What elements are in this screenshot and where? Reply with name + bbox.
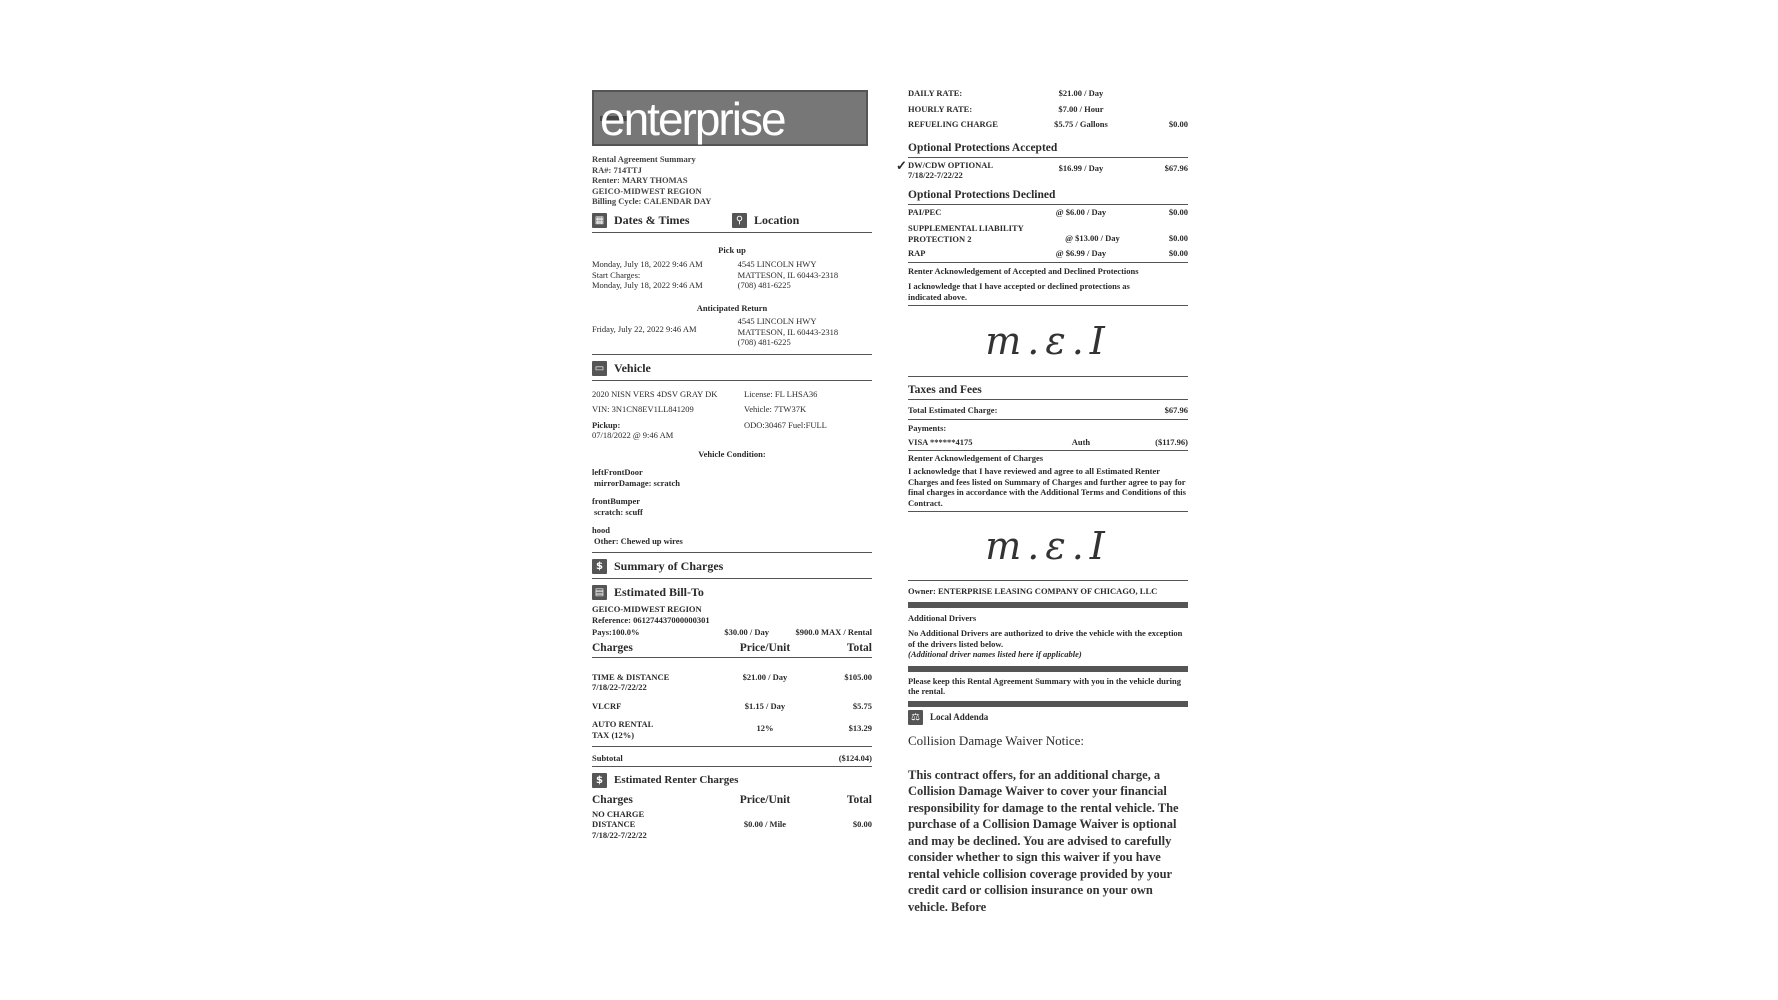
subtotal-row: [592, 747, 872, 766]
left-column: [592, 90, 872, 840]
summary-of-charges-label: Summary of Charges: [614, 559, 724, 573]
renter-charges-label: Estimated Renter Charges: [614, 774, 739, 786]
checkmark-icon: ✓: [896, 157, 907, 173]
declined-total: $0.00: [1168, 206, 1188, 217]
condition-part: hood: [592, 525, 610, 535]
charge-total: $5.75: [852, 700, 872, 711]
vehicle-block: [592, 389, 872, 547]
vehicle-section-label: Vehicle: [614, 360, 651, 375]
vehicle-number: Vehicle: 7TW37K: [744, 404, 807, 414]
charge-total: $105.00: [844, 671, 872, 682]
logo-wordmark: enterprise: [600, 93, 785, 145]
dollar-icon: $: [592, 773, 607, 788]
ack-charges-heading: Renter Acknowledgement of Charges: [908, 452, 1044, 463]
subtotal-label: Subtotal: [592, 753, 623, 763]
billing-cycle: Billing Cycle: CALENDAR DAY: [592, 196, 712, 206]
taxes-block: [908, 405, 1188, 448]
local-addenda-label: Local Addenda: [930, 712, 989, 722]
table-row: [592, 719, 872, 740]
col-charges: Charges: [592, 793, 633, 806]
payments-label: Payments:: [908, 422, 947, 433]
start-charges-label: Start Charges:: [592, 269, 641, 280]
return-heading: Anticipated Return: [696, 302, 768, 313]
col-price-unit: Price/Unit: [739, 641, 791, 654]
accepted-name: DW/CDW OPTIONAL: [908, 159, 994, 170]
charge-name: AUTO RENTAL: [592, 719, 654, 729]
summary-title: Rental Agreement Summary: [592, 154, 696, 164]
condition-detail: Other: Chewed up wires: [594, 535, 683, 546]
accepted-heading: Optional Protections Accepted: [908, 138, 1188, 158]
table-row: [592, 809, 872, 841]
charge-sub: TAX (12%): [592, 729, 635, 740]
vehicle-pickup-label: Pickup:: [592, 419, 621, 430]
condition-part: frontBumper: [592, 496, 641, 506]
condition-list: [592, 467, 872, 546]
dates-location-header: [592, 207, 872, 233]
renter-region: GEICO-MIDWEST REGION: [592, 185, 702, 196]
charge-total: $13.29: [848, 723, 872, 733]
vehicle-header: [592, 355, 872, 381]
additional-drivers-text: No Additional Drivers are authorized to drive the vehicle with the exception of the drivers listed below.: [908, 628, 1183, 649]
vehicle-pickup-date: 07/18/2022 @ 9:46 AM: [592, 430, 674, 440]
payment-auth: Auth: [1071, 437, 1091, 447]
charge-name: NO CHARGE: [592, 808, 645, 819]
taxes-heading: Taxes and Fees: [908, 380, 1188, 400]
cdw-notice-body: This contract offers, for an additional charge, a Collision Damage Waiver to cover your financial responsibility for damage to the rental vehicle. The purchase of a Collision Damage Waiver is optional and may be declined. You are advised to carefully consider whether to sign this waiver if you have rental vehicle collision coverage provided by your credit card or collision insurance on your own vehicle. Before: [908, 767, 1179, 914]
bill-to-max: $900.0 MAX / Rental: [795, 627, 872, 637]
declined-price: @ $13.00 / Day: [1065, 233, 1120, 243]
renter-charges-table-header: [592, 792, 872, 809]
declined-total: $0.00: [1168, 233, 1188, 243]
total-estimated-value: $67.96: [1164, 405, 1188, 415]
declined-total: $0.00: [1168, 248, 1188, 258]
declined-list: [908, 207, 1188, 259]
charge-price: $1.15 / Day: [744, 700, 786, 711]
vehicle-odometer: ODO:30467 Fuel:FULL: [744, 419, 827, 430]
rate-row: [908, 88, 1188, 99]
bill-to-rate: $30.00 / Day: [724, 627, 770, 637]
scales-icon: ⚖: [908, 710, 923, 725]
table-row: [592, 701, 872, 712]
ack-protections-heading: Renter Acknowledgement of Accepted and Declined Protections: [908, 265, 1139, 276]
charges-table-body: [592, 672, 872, 741]
return-address-2: MATTESON, IL 60443-2318: [737, 326, 839, 337]
renter-signature-1: m.ε.I: [985, 319, 1111, 363]
map-pin-icon: ⚲: [732, 213, 747, 228]
rate-value: $7.00 / Hour: [1058, 103, 1104, 114]
bill-to-header: [592, 579, 872, 604]
payment-card: VISA ******4175: [908, 437, 973, 447]
bill-to-pays: Pays:100.0%: [592, 627, 640, 637]
bill-icon: ▤: [592, 585, 607, 600]
local-addenda-header: [908, 707, 1188, 729]
vehicle-license: License: FL LHSA36: [744, 388, 818, 399]
ack-protections-text: I acknowledge that I have accepted or declined protections as indicated above.: [908, 281, 1130, 302]
return-block: [592, 316, 872, 354]
dates-section-label: Dates & Times: [614, 212, 690, 227]
charge-price: 12%: [756, 723, 774, 733]
condition-part: leftFrontDoor: [592, 467, 643, 477]
rate-row: [908, 119, 1188, 130]
charge-total: $0.00: [852, 818, 872, 829]
rate-label: DAILY RATE:: [908, 88, 963, 98]
charge-price: $21.00 / Day: [742, 671, 788, 682]
pickup-block: [592, 259, 872, 291]
right-column: [896, 88, 1188, 915]
charge-name: TIME & DISTANCE: [592, 671, 670, 682]
condition-detail: mirrorDamage: scratch: [594, 477, 680, 488]
rates-block: [908, 88, 1188, 130]
col-charges: Charges: [592, 641, 633, 654]
ra-number: RA#: 714TTJ: [592, 164, 642, 175]
pickup-phone: (708) 481-6225: [737, 280, 791, 290]
charges-table-header: [592, 638, 872, 658]
calendar-icon: ▦: [592, 213, 607, 228]
rate-row: [908, 104, 1188, 115]
declined-row: [908, 223, 1188, 244]
charge-price: $0.00 / Mile: [743, 818, 787, 829]
charge-name: VLCRF: [592, 700, 622, 711]
accepted-price: $16.99 / Day: [1058, 162, 1104, 173]
charge-name: DISTANCE: [592, 819, 636, 829]
renter-charges-header: [592, 767, 872, 792]
owner-line: Owner: ENTERPRISE LEASING COMPANY OF CHICAGO, LLC: [908, 586, 1158, 596]
declined-heading: Optional Protections Declined: [908, 185, 1188, 205]
pickup-address-2: MATTESON, IL 60443-2318: [737, 269, 839, 280]
return-phone: (708) 481-6225: [737, 337, 791, 347]
payment-amount: ($117.96): [1155, 437, 1188, 447]
rate-label: HOURLY RATE:: [908, 103, 973, 114]
bill-to-label: Estimated Bill-To: [614, 585, 704, 599]
total-estimated-label: Total Estimated Charge:: [908, 405, 998, 415]
vehicle-condition-heading: Vehicle Condition:: [698, 448, 766, 459]
enterprise-logo: [592, 90, 868, 146]
condition-detail: scratch: scuff: [594, 506, 643, 517]
location-section-label: Location: [754, 212, 800, 227]
col-total: Total: [846, 793, 872, 806]
declined-name: SUPPLEMENTAL LIABILITY PROTECTION 2: [908, 223, 1024, 244]
col-price-unit: Price/Unit: [739, 793, 791, 806]
vehicle-description: 2020 NISN VERS 4DSV GRAY DK: [592, 388, 718, 399]
car-icon: ▭: [592, 361, 607, 376]
charge-sub: 7/18/22-7/22/22: [592, 829, 647, 840]
rate-total: [1122, 88, 1188, 99]
ack-charges-text: I acknowledge that I have reviewed and agree to all Estimated Renter Charges and fees listed on Summary of Charges and further agree to pay for final charges in accordance with the Additional Terms and Conditions of this Contract.: [908, 466, 1186, 508]
vehicle-vin: VIN: 3N1CN8EV1LL841209: [592, 404, 694, 414]
table-row: [592, 672, 872, 693]
declined-row: [908, 207, 1188, 218]
keep-summary-note: Please keep this Rental Agreement Summary with you in the vehicle during the rental.: [908, 675, 1182, 696]
renter-name: Renter: MARY THOMAS: [592, 175, 688, 185]
additional-drivers-heading: Additional Drivers: [908, 612, 977, 623]
accepted-dates: 7/18/22-7/22/22: [908, 170, 963, 180]
declined-price: @ $6.00 / Day: [1055, 206, 1107, 217]
accepted-total: $67.96: [1164, 162, 1188, 173]
bill-to-reference: Reference: 061274437000000301: [592, 614, 710, 625]
return-date: Friday, July 22, 2022 9:46 AM: [592, 324, 697, 334]
renter-signature-2: m.ε.I: [985, 524, 1111, 568]
rate-label: REFUELING CHARGE: [908, 119, 998, 129]
bill-to-block: [592, 604, 872, 638]
accepted-row: [896, 157, 1188, 181]
agreement-summary: [592, 154, 872, 207]
start-charges-date: Monday, July 18, 2022 9:46 AM: [592, 280, 703, 290]
rate-total: $0.00: [1168, 119, 1188, 129]
dollar-icon: $: [592, 559, 607, 574]
summary-of-charges-header: [592, 553, 872, 579]
bill-to-name: GEICO-MIDWEST REGION: [592, 604, 702, 614]
subtotal-value: ($124.04): [838, 753, 872, 763]
declined-name: RAP: [908, 248, 926, 258]
pickup-address-1: 4545 LINCOLN HWY: [737, 259, 817, 269]
rate-value: $21.00 / Day: [1058, 88, 1104, 98]
rate-value: $5.75 / Gallons: [1054, 119, 1108, 129]
declined-row: [908, 248, 1188, 259]
col-total: Total: [846, 641, 872, 654]
cdw-notice-title: Collision Damage Waiver Notice:: [908, 732, 1084, 748]
rate-total: [1122, 104, 1188, 115]
charge-sub: 7/18/22-7/22/22: [592, 682, 647, 692]
declined-price: @ $6.99 / Day: [1055, 248, 1107, 258]
pickup-date: Monday, July 18, 2022 9:46 AM: [592, 259, 703, 269]
declined-name: PAI/PEC: [908, 206, 942, 217]
pickup-heading: Pick up: [718, 244, 746, 255]
additional-drivers-note: (Additional driver names listed here if applicable): [908, 649, 1082, 659]
return-address-1: 4545 LINCOLN HWY: [737, 316, 817, 326]
